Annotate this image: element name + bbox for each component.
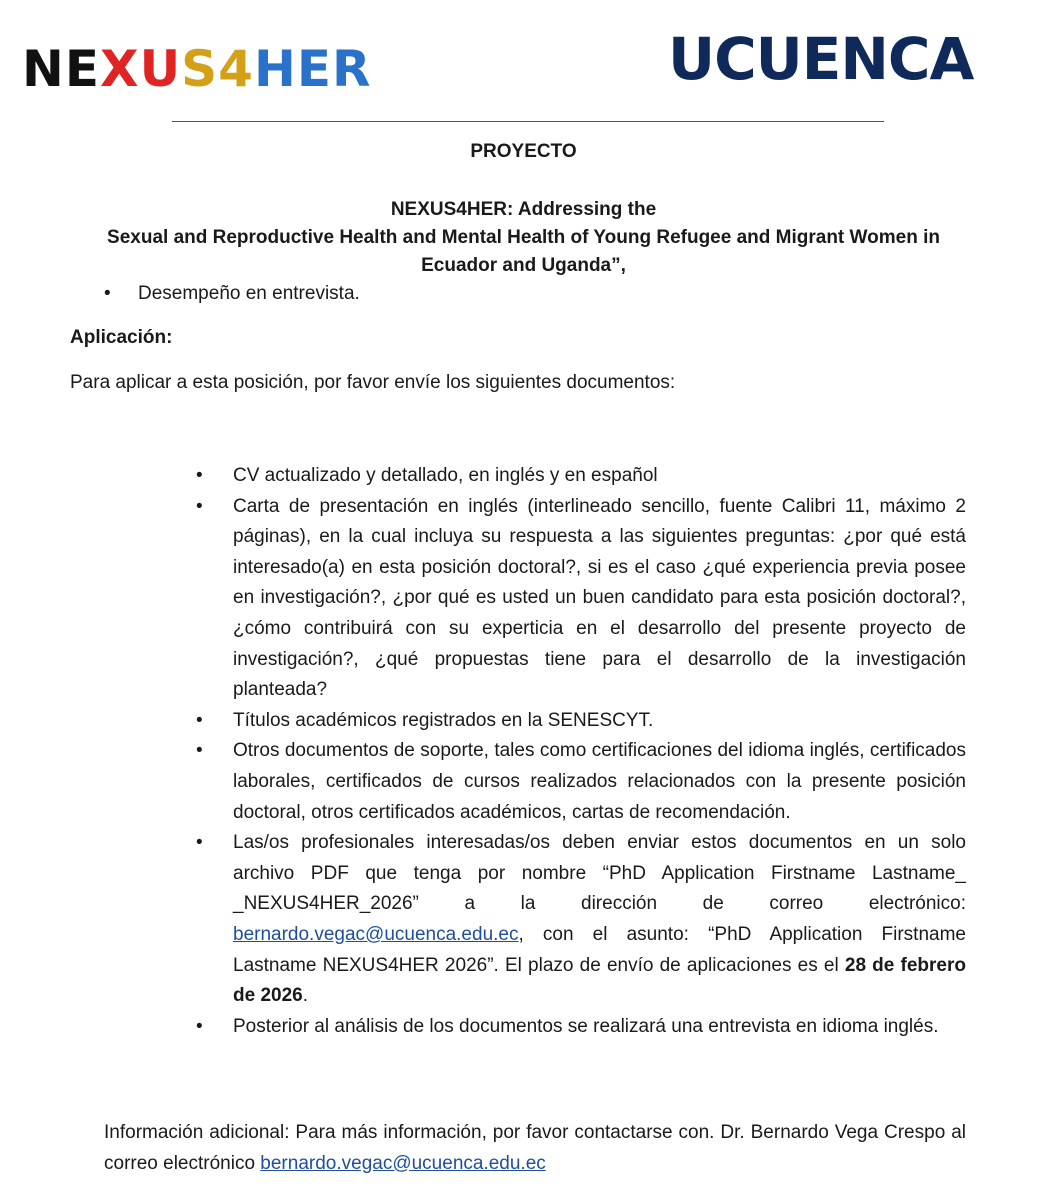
contact-email-link[interactable]: bernardo.vegac@ucuenca.edu.ec <box>260 1152 546 1174</box>
submission-text-part3: . <box>302 985 309 1007</box>
bullet-glyph: • <box>196 740 203 762</box>
document-header <box>0 0 1047 120</box>
bullet-glyph: • <box>196 465 203 486</box>
submission-text-part1: Las/os profesionales interesadas/os deben enviar estos documentos en un solo archivo PDF que tenga por nombre “PhD Application Firstname Lastname_ _NEXUS4HER_2026” a la dirección de correo electrónico: <box>233 832 966 915</box>
list-item <box>196 461 966 492</box>
requirement-cover-letter: Carta de presentación en inglés (interlineado sencillo, fuente Calibri 11, máximo 2 páginas), en la cual incluya su respuesta a las siguientes preguntas: ¿por qué está interesado(a) en esta posición doctoral?, si es el caso ¿qué experiencia previa posee en investigación?, ¿por qué es usted un buen candidato para esta posición doctoral?, ¿cómo contribuirá con su experticia en el desarrollo del presente proyecto de investigación?, ¿qué propuestas tiene para el desarrollo de la investigación planteada? <box>233 495 966 701</box>
bullet-glyph: • <box>196 832 203 854</box>
criteria-bullet-text: Desempeño en entrevista. <box>138 283 360 304</box>
nexus4her-logo <box>22 40 372 98</box>
bullet-glyph: • <box>104 283 111 304</box>
logo-part-her: HER <box>253 40 372 98</box>
bullet-glyph: • <box>196 1015 203 1037</box>
title-line-3: Ecuador and Uganda”, <box>421 255 626 276</box>
logo-part-xu: XU <box>100 40 182 98</box>
requirement-interview: Posterior al análisis de los documentos se realizará una entrevista en idioma inglés. <box>233 1015 939 1037</box>
logo-part-ne: NE <box>22 40 101 98</box>
additional-info-text: Información adicional: Para más información, por favor contactarse con. Dr. Bernardo Vega Crespo al correo electrónico <box>104 1122 966 1174</box>
application-intro: Para aplicar a esta posición, por favor envíe los siguientes documentos: <box>70 372 676 393</box>
title-line-2: Sexual and Reproductive Health and Mental Health of Young Refugee and Migrant Women in <box>107 227 940 248</box>
title-line-1: NEXUS4HER: Addressing the <box>390 199 657 220</box>
requirement-cv: CV actualizado y detallado, en inglés y en español <box>233 465 658 486</box>
list-item <box>196 492 966 706</box>
bullet-glyph: • <box>196 709 203 731</box>
list-item <box>196 828 966 1012</box>
requirements-list <box>196 461 966 1042</box>
ucuenca-logo: UCUENCA <box>668 25 974 93</box>
bullet-glyph: • <box>196 495 203 517</box>
project-title <box>40 196 1007 280</box>
project-label: PROYECTO <box>470 141 577 162</box>
logo-part-s4: S4 <box>181 40 254 98</box>
header-divider <box>172 121 884 122</box>
email-link[interactable]: bernardo.vegac@ucuenca.edu.ec <box>233 923 519 945</box>
submission-text-part2: , con el asunto: “PhD Application Firstname Lastname NEXUS4HER 2026”. El plazo de envío de aplicaciones es el <box>233 923 966 976</box>
application-heading: Aplicación: <box>70 327 173 348</box>
requirement-degrees: Títulos académicos registrados en la SENESCYT. <box>233 709 654 731</box>
list-item <box>196 1012 966 1043</box>
list-item <box>196 736 966 828</box>
list-item <box>196 706 966 737</box>
deadline-date: 28 de febrero de 2026 <box>233 954 966 1007</box>
additional-info <box>104 1118 966 1179</box>
requirement-support-docs: Otros documentos de soporte, tales como certificaciones del idioma inglés, certificados laborales, certificados de cursos realizados relacionados con la presente posición doctoral, otros certificados académicos, cartas de recomendación. <box>233 740 966 823</box>
